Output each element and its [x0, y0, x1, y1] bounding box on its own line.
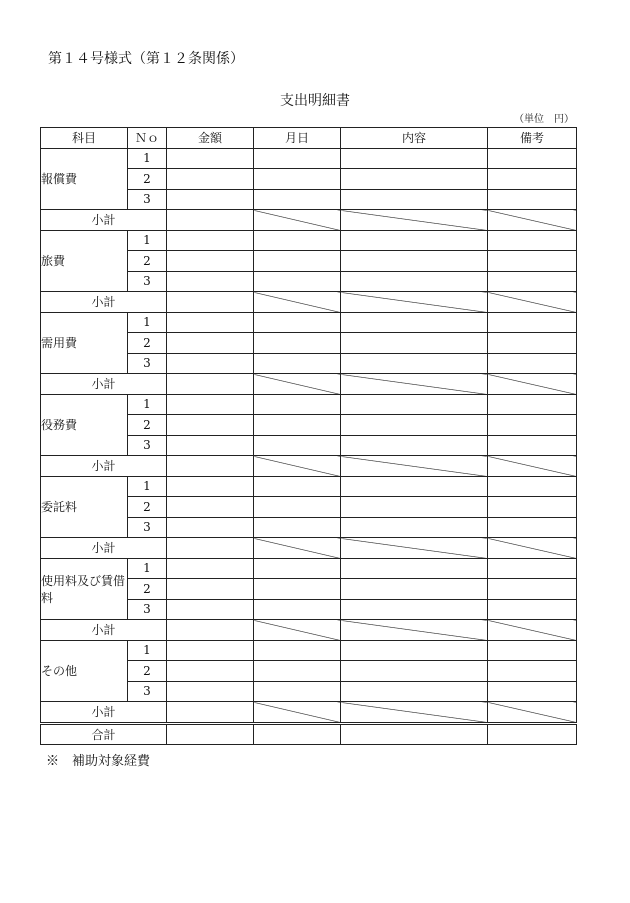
remarks-cell[interactable]	[488, 353, 577, 374]
total-amount-cell[interactable]	[167, 723, 254, 745]
date-cell[interactable]	[254, 271, 341, 292]
subtotal-remarks-cell	[488, 210, 577, 231]
subtotal-row	[41, 292, 577, 313]
unit-label: （単位 円）	[514, 114, 574, 125]
category-name: その他	[41, 640, 128, 702]
remarks-cell[interactable]	[488, 312, 577, 333]
content-cell[interactable]	[341, 661, 488, 682]
row-number: 3	[128, 189, 167, 210]
row-number: 1	[128, 394, 167, 415]
column-header-date: 月日	[254, 128, 341, 149]
content-cell[interactable]	[341, 169, 488, 190]
date-cell[interactable]	[254, 394, 341, 415]
subtotal-content-cell	[341, 292, 488, 313]
content-cell[interactable]	[341, 558, 488, 579]
date-cell[interactable]	[254, 558, 341, 579]
subtotal-date-cell	[254, 292, 341, 313]
content-cell[interactable]	[341, 353, 488, 374]
row-number: 2	[128, 579, 167, 600]
subtotal-row	[41, 374, 577, 395]
column-header-amount: 金額	[167, 128, 254, 149]
remarks-cell[interactable]	[488, 640, 577, 661]
date-cell[interactable]	[254, 435, 341, 456]
subtotal-content-cell	[341, 620, 488, 641]
remarks-cell[interactable]	[488, 661, 577, 682]
category-name: 使用料及び賃借料	[41, 558, 128, 620]
row-number: 1	[128, 558, 167, 579]
content-cell[interactable]	[341, 189, 488, 210]
remarks-cell[interactable]	[488, 435, 577, 456]
total-row	[41, 723, 577, 745]
header-row	[41, 128, 577, 149]
amount-cell[interactable]	[167, 497, 254, 518]
content-cell[interactable]	[341, 415, 488, 436]
row-number: 2	[128, 415, 167, 436]
amount-cell[interactable]	[167, 661, 254, 682]
date-cell[interactable]	[254, 599, 341, 620]
date-cell[interactable]	[254, 517, 341, 538]
remarks-cell[interactable]	[488, 333, 577, 354]
content-cell[interactable]	[341, 394, 488, 415]
date-cell[interactable]	[254, 476, 341, 497]
subtotal-date-cell	[254, 210, 341, 231]
remarks-cell[interactable]	[488, 230, 577, 251]
row-number: 2	[128, 169, 167, 190]
table-row	[41, 476, 577, 497]
subtotal-date-cell	[254, 620, 341, 641]
expense-detail-table	[40, 127, 577, 745]
content-cell[interactable]	[341, 517, 488, 538]
subtotal-amount-cell[interactable]	[167, 292, 254, 313]
amount-cell[interactable]	[167, 312, 254, 333]
subtotal-label: 小計	[41, 702, 167, 724]
remarks-cell[interactable]	[488, 497, 577, 518]
date-cell[interactable]	[254, 579, 341, 600]
amount-cell[interactable]	[167, 640, 254, 661]
remarks-cell[interactable]	[488, 189, 577, 210]
table-row	[41, 230, 577, 251]
remarks-cell[interactable]	[488, 169, 577, 190]
row-number: 3	[128, 435, 167, 456]
amount-cell[interactable]	[167, 169, 254, 190]
subtotal-remarks-cell	[488, 702, 577, 724]
subtotal-remarks-cell	[488, 374, 577, 395]
row-number: 1	[128, 230, 167, 251]
row-number: 1	[128, 640, 167, 661]
total-date-cell	[254, 723, 341, 745]
subtotal-amount-cell[interactable]	[167, 210, 254, 231]
subtotal-row	[41, 210, 577, 231]
date-cell[interactable]	[254, 640, 341, 661]
subtotal-row	[41, 702, 577, 724]
row-number: 1	[128, 476, 167, 497]
date-cell[interactable]	[254, 189, 341, 210]
content-cell[interactable]	[341, 312, 488, 333]
remarks-cell[interactable]	[488, 415, 577, 436]
amount-cell[interactable]	[167, 148, 254, 169]
remarks-cell[interactable]	[488, 251, 577, 272]
content-cell[interactable]	[341, 271, 488, 292]
date-cell[interactable]	[254, 251, 341, 272]
date-cell[interactable]	[254, 661, 341, 682]
subtotal-date-cell	[254, 456, 341, 477]
subtotal-content-cell	[341, 538, 488, 559]
remarks-cell[interactable]	[488, 681, 577, 702]
content-cell[interactable]	[341, 230, 488, 251]
subtotal-remarks-cell	[488, 456, 577, 477]
row-number: 2	[128, 497, 167, 518]
subtotal-amount-cell[interactable]	[167, 702, 254, 724]
row-number: 2	[128, 661, 167, 682]
date-cell[interactable]	[254, 312, 341, 333]
category-name: 委託料	[41, 476, 128, 538]
row-number: 2	[128, 251, 167, 272]
category-name: 役務費	[41, 394, 128, 456]
subtotal-amount-cell[interactable]	[167, 456, 254, 477]
subtotal-label: 小計	[41, 538, 167, 559]
subtotal-label: 小計	[41, 374, 167, 395]
row-number: 3	[128, 599, 167, 620]
date-cell[interactable]	[254, 353, 341, 374]
footnote: ※ 補助対象経費	[46, 754, 151, 769]
row-number: 3	[128, 271, 167, 292]
amount-cell[interactable]	[167, 599, 254, 620]
date-cell[interactable]	[254, 333, 341, 354]
amount-cell[interactable]	[167, 681, 254, 702]
subtotal-content-cell	[341, 210, 488, 231]
column-header-no: Ｎｏ	[128, 128, 167, 149]
content-cell[interactable]	[341, 579, 488, 600]
content-cell[interactable]	[341, 681, 488, 702]
column-header-category: 科目	[41, 128, 128, 149]
subtotal-content-cell	[341, 374, 488, 395]
category-name: 報償費	[41, 148, 128, 210]
amount-cell[interactable]	[167, 517, 254, 538]
subtotal-remarks-cell	[488, 620, 577, 641]
subtotal-date-cell	[254, 702, 341, 724]
subtotal-amount-cell[interactable]	[167, 620, 254, 641]
subtotal-amount-cell[interactable]	[167, 538, 254, 559]
subtotal-label: 小計	[41, 620, 167, 641]
remarks-cell[interactable]	[488, 148, 577, 169]
content-cell[interactable]	[341, 640, 488, 661]
amount-cell[interactable]	[167, 189, 254, 210]
date-cell[interactable]	[254, 681, 341, 702]
date-cell[interactable]	[254, 230, 341, 251]
amount-cell[interactable]	[167, 579, 254, 600]
total-remarks-cell	[488, 723, 577, 745]
subtotal-content-cell	[341, 702, 488, 724]
remarks-cell[interactable]	[488, 579, 577, 600]
content-cell[interactable]	[341, 476, 488, 497]
subtotal-remarks-cell	[488, 538, 577, 559]
amount-cell[interactable]	[167, 558, 254, 579]
table-row	[41, 148, 577, 169]
date-cell[interactable]	[254, 415, 341, 436]
amount-cell[interactable]	[167, 435, 254, 456]
column-header-remarks: 備考	[488, 128, 577, 149]
subtotal-remarks-cell	[488, 292, 577, 313]
document-title: 支出明細書	[280, 93, 350, 109]
content-cell[interactable]	[341, 497, 488, 518]
content-cell[interactable]	[341, 251, 488, 272]
category-name: 旅費	[41, 230, 128, 292]
subtotal-row	[41, 620, 577, 641]
row-number: 1	[128, 148, 167, 169]
table-row	[41, 640, 577, 661]
remarks-cell[interactable]	[488, 476, 577, 497]
subtotal-date-cell	[254, 538, 341, 559]
amount-cell[interactable]	[167, 415, 254, 436]
amount-cell[interactable]	[167, 251, 254, 272]
subtotal-amount-cell[interactable]	[167, 374, 254, 395]
content-cell[interactable]	[341, 599, 488, 620]
category-name: 需用費	[41, 312, 128, 374]
remarks-cell[interactable]	[488, 558, 577, 579]
date-cell[interactable]	[254, 169, 341, 190]
table-row	[41, 558, 577, 579]
subtotal-content-cell	[341, 456, 488, 477]
content-cell[interactable]	[341, 435, 488, 456]
table-row	[41, 394, 577, 415]
content-cell[interactable]	[341, 148, 488, 169]
total-content-cell	[341, 723, 488, 745]
date-cell[interactable]	[254, 497, 341, 518]
subtotal-date-cell	[254, 374, 341, 395]
date-cell[interactable]	[254, 148, 341, 169]
row-number: 3	[128, 517, 167, 538]
subtotal-row	[41, 456, 577, 477]
row-number: 2	[128, 333, 167, 354]
subtotal-label: 小計	[41, 292, 167, 313]
subtotal-label: 小計	[41, 456, 167, 477]
amount-cell[interactable]	[167, 271, 254, 292]
content-cell[interactable]	[341, 333, 488, 354]
remarks-cell[interactable]	[488, 599, 577, 620]
row-number: 3	[128, 681, 167, 702]
remarks-cell[interactable]	[488, 517, 577, 538]
amount-cell[interactable]	[167, 476, 254, 497]
subtotal-label: 小計	[41, 210, 167, 231]
row-number: 3	[128, 353, 167, 374]
total-label: 合計	[41, 723, 167, 745]
remarks-cell[interactable]	[488, 271, 577, 292]
row-number: 1	[128, 312, 167, 333]
column-header-content: 内容	[341, 128, 488, 149]
form-number: 第１４号様式（第１２条関係）	[48, 51, 244, 67]
table-row	[41, 312, 577, 333]
amount-cell[interactable]	[167, 333, 254, 354]
amount-cell[interactable]	[167, 394, 254, 415]
remarks-cell[interactable]	[488, 394, 577, 415]
amount-cell[interactable]	[167, 230, 254, 251]
subtotal-row	[41, 538, 577, 559]
amount-cell[interactable]	[167, 353, 254, 374]
